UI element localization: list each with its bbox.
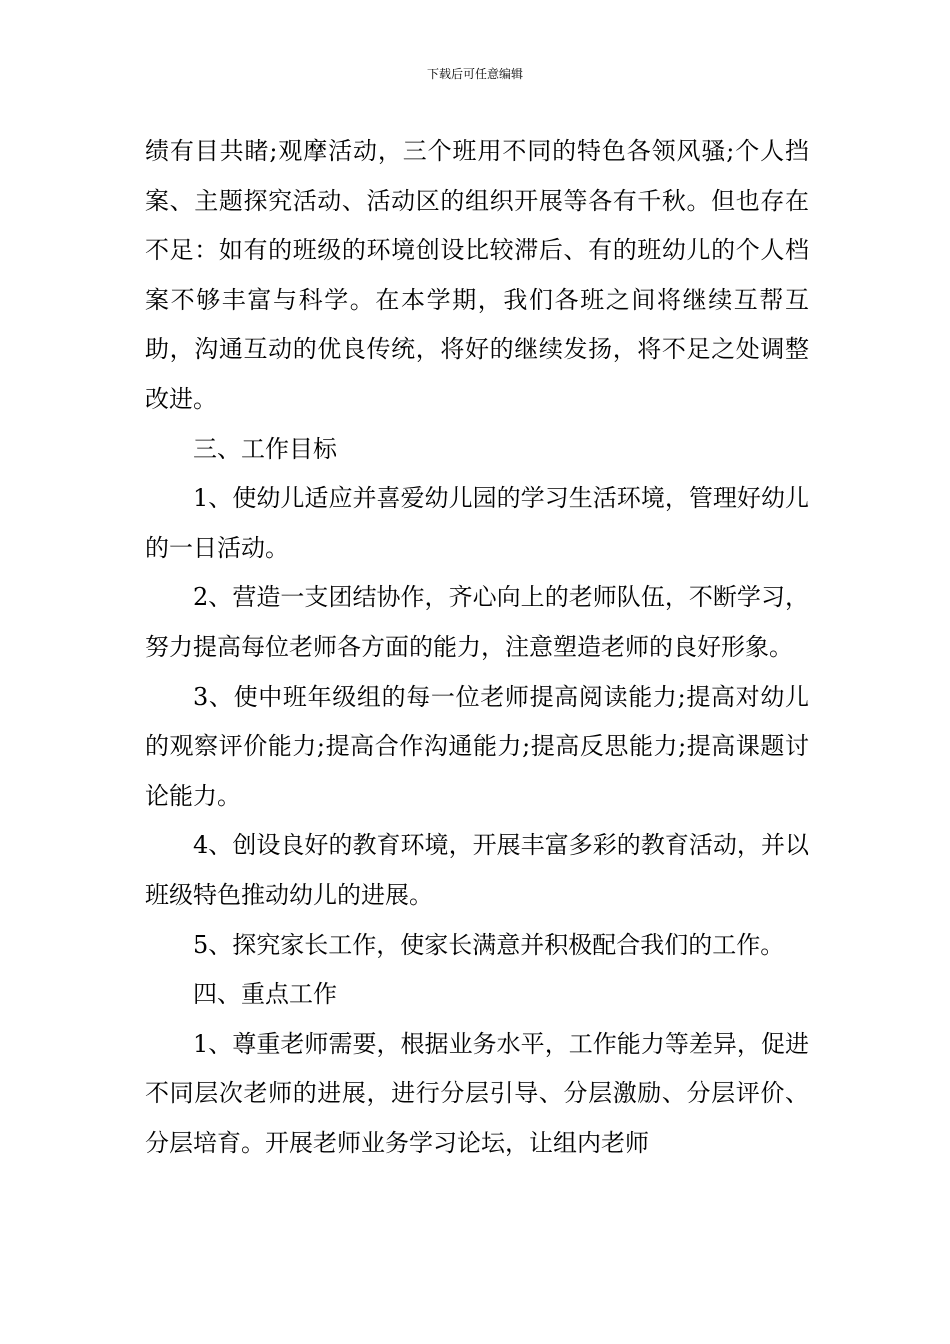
paragraph-continuation: 绩有目共睹;观摩活动，三个班用不同的特色各领风骚;个人挡案、主题探究活动、活动区的组织开展等各有千秋。但也存在不足：如有的班级的环境创设比较滞后、有的班幼儿的个人档案不够丰富与科学。在本学期，我们各班之间将继续互帮互助，沟通互动的优良传统，将好的继续发扬，将不足之处调整改进。 <box>145 137 809 413</box>
page-header: 下载后可任意编辑 <box>426 67 523 81</box>
section-heading-goals: 三、工作目标 <box>193 434 337 463</box>
section-heading-key-work: 四、重点工作 <box>193 980 337 1009</box>
key-work-item-1: 1、尊重老师需要，根据业务水平，工作能力等差异，促进不同层次老师的进展，进行分层引导、分层激励、分层评价、分层培育。开展老师业务学习论坛，让组内老师 <box>145 1029 809 1157</box>
goal-item-2: 2、营造一支团结协作，齐心向上的老师队伍，不断学习，努力提高每位老师各方面的能力，注意塑造老师的良好形象。 <box>145 583 809 661</box>
goal-item-4: 4、创设良好的教育环境，开展丰富多彩的教育活动，并以班级特色推动幼儿的进展。 <box>145 831 809 909</box>
goal-item-5: 5、探究家长工作，使家长满意并积极配合我们的工作。 <box>193 930 785 959</box>
goal-item-3: 3、使中班年级组的每一位老师提高阅读能力;提高对幼儿的观察评价能力;提高合作沟通能力;提高反思能力;提高课题讨论能力。 <box>145 682 809 810</box>
goal-item-1: 1、使幼儿适应并喜爱幼儿园的学习生活环境，管理好幼儿的一日活动。 <box>145 484 809 562</box>
document-body <box>145 127 809 1168</box>
